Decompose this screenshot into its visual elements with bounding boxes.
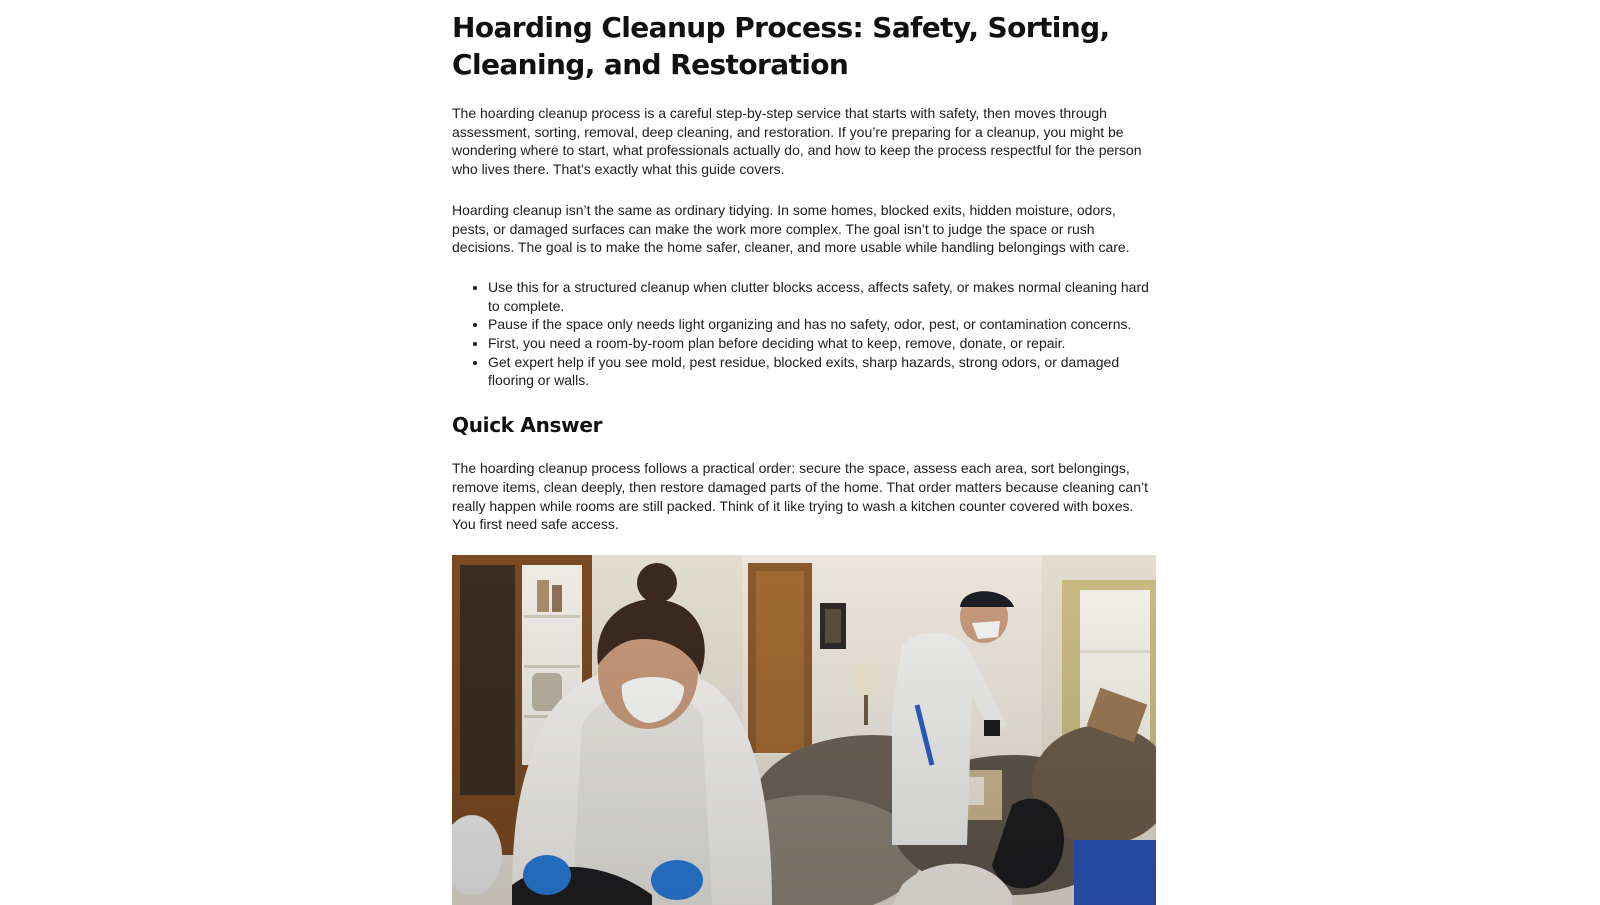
quick-answer-heading: Quick Answer [452,413,603,438]
list-item: • Use this for a structured cleanup when clutter blocks access, affects safety, or makes normal cleaning hard to complete. [488,278,1156,315]
list-item: • Get expert help if you see mold, pest residue, blocked exits, sharp hazards, strong odors, or damaged flooring or walls. [488,353,1156,390]
intro-paragraph: The hoarding cleanup process is a careful step-by-step service that starts with safety, then moves through assessment, sorting, removal, deep cleaning, and restoration. If you’re preparing for a cleanup, you might be wondering where to start, what professionals actually do, and how to keep the process respectful for the person who lives there. That’s exactly what this guide covers. [452,105,1142,178]
quick-answer-paragraph: The hoarding cleanup process follows a practical order: secure the space, assess each area, sort belongings, remove items, clean deeply, then restore damaged parts of the home. That order matters because cleaning can’t really happen while rooms are still packed. Think of it like trying to wash a kitchen counter covered with boxes. You first need safe access. [452,460,1148,533]
article-title: Hoarding Cleanup Process: Safety, Sorting, Cleaning, and Restoration [452,11,1110,81]
article [452,0,1156,905]
intro-paragraph: Hoarding cleanup isn’t the same as ordinary tidying. In some homes, blocked exits, hidden moisture, odors, pests, or damaged surfaces can make the work more complex. The goal isn’t to judge the space or rush decisions. The goal is to make the home safer, cleaner, and more usable while handling belongings with care. [452,201,1130,256]
list-item: • First, you need a room-by-room plan before deciding what to keep, remove, donate, or repair. [488,334,1156,353]
article-photo [452,555,1156,905]
list-item: • Pause if the space only needs light organizing and has no safety, odor, pest, or contamination concerns. [488,315,1156,334]
bullet-list [452,278,1156,390]
